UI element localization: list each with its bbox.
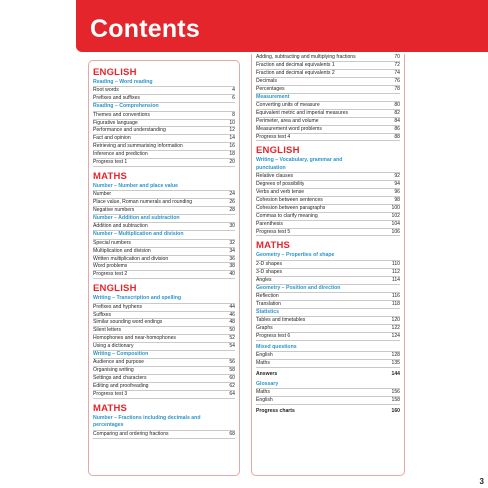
page-ref: 62 <box>229 383 235 390</box>
page-ref: 46 <box>229 311 235 318</box>
contents-row[interactable] <box>256 261 400 269</box>
page-ref: 156 <box>391 389 400 396</box>
contents-row[interactable] <box>256 78 400 86</box>
page-ref: 4 <box>232 87 235 94</box>
contents-row[interactable] <box>256 110 400 118</box>
contents-row[interactable] <box>256 62 400 70</box>
page-ref: 96 <box>394 189 400 196</box>
page-ref: 10 <box>229 119 235 126</box>
contents-row[interactable] <box>93 223 235 231</box>
topic-label: Similar sounding word endings <box>93 319 163 326</box>
progress-charts-row[interactable] <box>256 408 400 415</box>
page-ref: 72 <box>394 61 400 68</box>
page-ref: 116 <box>391 292 400 299</box>
contents-row[interactable] <box>93 127 235 135</box>
page-ref: 144 <box>391 371 400 378</box>
topic-label: 2-D shapes <box>256 260 283 267</box>
topic-label: Special numbers <box>93 239 131 246</box>
topic-label: Progress test 5 <box>256 228 291 235</box>
contents-row[interactable] <box>93 191 235 199</box>
section-heading: Number – Addition and subtraction <box>93 215 235 223</box>
topic-label: Relative clauses <box>256 173 294 180</box>
page-ref: 84 <box>394 117 400 124</box>
contents-row[interactable] <box>256 197 400 205</box>
topic-label: Negative numbers <box>93 207 135 214</box>
page-ref: 48 <box>229 319 235 326</box>
topic-label: Cohesion between paragraphs <box>256 204 326 211</box>
section-heading: Reading – Comprehension <box>93 103 235 111</box>
page-ref: 104 <box>391 220 400 227</box>
contents-row[interactable] <box>256 229 400 237</box>
topic-label: Degrees of possibility <box>256 181 305 188</box>
section-heading: Geometry – Position and direction <box>256 285 400 293</box>
topic-label: Converting units of measure <box>256 101 320 108</box>
contents-row[interactable] <box>93 240 235 248</box>
contents-row[interactable] <box>256 352 400 360</box>
page-ref: 100 <box>391 204 400 211</box>
section-heading: Number – Multiplication and division <box>93 231 235 239</box>
topic-label: Fraction and decimal equivalents 1 <box>256 61 335 68</box>
topic-label: Editing and proofreading <box>93 383 149 390</box>
topic-label: Commas to clarify meaning <box>256 212 318 219</box>
topic-label: Prefixes and suffixes <box>93 95 140 102</box>
contents-row[interactable] <box>256 213 400 221</box>
page-ref: 112 <box>391 268 400 275</box>
topic-label: Maths <box>256 389 270 396</box>
topic-label: Prefixes and hyphens <box>93 303 142 310</box>
topic-label: Multiplication and division <box>93 247 151 254</box>
topic-label: Comparing and ordering fractions <box>93 430 169 437</box>
contents-row[interactable] <box>93 343 235 351</box>
contents-row[interactable] <box>256 389 400 397</box>
page-ref: 40 <box>229 271 235 278</box>
page-ref: 58 <box>229 367 235 374</box>
section-heading: Number – Number and place value <box>93 183 235 191</box>
contents-row[interactable] <box>256 189 400 197</box>
contents-column-left <box>88 60 240 476</box>
contents-column-right <box>251 54 405 476</box>
page-ref: 124 <box>391 333 400 339</box>
page-ref: 76 <box>394 77 400 84</box>
page-ref: 44 <box>229 303 235 310</box>
page-ref: 120 <box>391 317 400 324</box>
subject-heading: ENGLISH <box>93 283 137 295</box>
topic-label: Progress charts <box>256 408 295 415</box>
page-ref: 88 <box>394 133 400 140</box>
page-ref: 18 <box>229 151 235 158</box>
topic-label: Reflection <box>256 292 279 299</box>
topic-label: Organising writing <box>93 367 134 374</box>
contents-row[interactable] <box>93 135 235 143</box>
topic-label: Homophones and near-homophones <box>93 335 176 342</box>
section-heading: Writing – Transcription and spelling <box>93 295 235 303</box>
page-number: 3 <box>479 477 484 486</box>
contents-row[interactable] <box>93 151 235 159</box>
page-ref: 6 <box>232 95 235 102</box>
page-ref: 16 <box>229 143 235 150</box>
contents-row[interactable] <box>93 112 235 120</box>
contents-row[interactable] <box>93 375 235 383</box>
page-ref: 118 <box>391 300 400 307</box>
contents-row[interactable] <box>93 263 235 271</box>
topic-label: Place value, Roman numerals and rounding <box>93 199 193 206</box>
page-ref: 38 <box>229 263 235 270</box>
page-ref: 160 <box>391 408 400 415</box>
topic-label: Audience and purpose <box>93 359 144 366</box>
topic-label: Angles <box>256 276 272 283</box>
topic-label: Themes and conventions <box>93 111 150 118</box>
page-ref: 32 <box>229 239 235 246</box>
section-heading: Geometry – Properties of shape <box>256 252 400 260</box>
topic-label: English <box>256 352 273 359</box>
page-ref: 94 <box>394 181 400 188</box>
page-ref: 102 <box>391 212 400 219</box>
contents-row[interactable] <box>93 143 235 151</box>
contents-row[interactable] <box>93 383 235 391</box>
section-heading: Reading – Word reading <box>93 79 235 87</box>
topic-label: Adding, subtracting and multiplying fractions <box>256 54 356 60</box>
subject-heading: MATHS <box>256 240 291 252</box>
contents-row[interactable] <box>93 256 235 264</box>
page-ref: 52 <box>229 335 235 342</box>
section-heading-continued: percentages <box>93 422 235 430</box>
page-ref: 8 <box>232 111 235 118</box>
contents-row[interactable] <box>256 301 400 309</box>
contents-row[interactable] <box>256 221 400 229</box>
contents-row[interactable] <box>93 335 235 343</box>
page-ref: 34 <box>229 247 235 254</box>
topic-label: Figurative language <box>93 119 138 126</box>
topic-label: Addition and subtraction <box>93 223 148 230</box>
contents-row[interactable] <box>93 391 235 399</box>
contents-row[interactable] <box>256 54 400 62</box>
page-ref: 110 <box>391 260 400 267</box>
contents-row[interactable] <box>93 248 235 256</box>
contents-row[interactable] <box>93 159 235 167</box>
contents-row[interactable] <box>256 126 400 134</box>
subject-heading: MATHS <box>93 170 128 182</box>
contents-row[interactable] <box>256 293 400 301</box>
page-ref: 68 <box>229 430 235 437</box>
contents-row[interactable] <box>93 312 235 320</box>
topic-label: Answers <box>256 371 278 378</box>
page-ref: 12 <box>229 127 235 134</box>
section-heading: Writing – Vocabulary, grammar and <box>256 157 343 164</box>
page-ref: 82 <box>394 109 400 116</box>
page-ref: 98 <box>394 196 400 203</box>
topic-label: Fact and opinion <box>93 135 131 142</box>
contents-row[interactable] <box>256 317 400 325</box>
page-ref: 78 <box>394 85 400 92</box>
page-ref: 26 <box>229 199 235 206</box>
contents-row[interactable] <box>93 359 235 367</box>
page-ref: 60 <box>229 375 235 382</box>
subject-heading: MATHS <box>93 403 128 415</box>
page-ref: 158 <box>391 397 400 404</box>
topic-label: Percentages <box>256 85 285 92</box>
topic-label: Parenthesis <box>256 220 283 227</box>
page-ref: 122 <box>391 325 400 332</box>
contents-row[interactable] <box>93 271 235 279</box>
page-ref: 64 <box>229 391 235 398</box>
topic-label: Suffixes <box>93 311 112 318</box>
section-heading: Statistics <box>256 309 400 317</box>
topic-label: Performance and understanding <box>93 127 166 134</box>
topic-label: Progress test 2 <box>93 271 128 278</box>
topic-label: Inference and prediction <box>93 151 148 158</box>
page-ref: 56 <box>229 359 235 366</box>
topic-label: 3-D shapes <box>256 268 283 275</box>
topic-label: Written multiplication and division <box>93 255 169 262</box>
contents-row[interactable] <box>93 304 235 312</box>
topic-label: Silent letters <box>93 327 122 334</box>
page-title: Contents <box>90 15 200 43</box>
contents-row[interactable] <box>93 367 235 375</box>
page-ref: 50 <box>229 327 235 334</box>
subject-heading: ENGLISH <box>256 145 300 157</box>
contents-row[interactable] <box>256 102 400 110</box>
contents-row[interactable] <box>256 269 400 277</box>
section-heading-continued: punctuation <box>256 165 400 173</box>
contents-row[interactable] <box>256 181 400 189</box>
topic-label: Graphs <box>256 325 273 332</box>
page-ref: 106 <box>391 228 400 235</box>
answers-row[interactable] <box>256 371 400 378</box>
topic-label: Fraction and decimal equivalents 2 <box>256 69 335 76</box>
topic-label: Translation <box>256 300 282 307</box>
page-ref: 74 <box>394 69 400 76</box>
contents-row[interactable] <box>256 325 400 333</box>
page-ref: 128 <box>391 352 400 359</box>
contents-row[interactable] <box>93 199 235 207</box>
topic-label: Retrieving and summarising information <box>93 143 183 150</box>
contents-row[interactable] <box>93 327 235 335</box>
topic-label: Measurement word problems <box>256 125 322 132</box>
topic-label: Tables and timetables <box>256 317 306 324</box>
section-heading: Mixed questions <box>256 344 400 352</box>
page-ref: 30 <box>229 223 235 230</box>
contents-row[interactable] <box>93 120 235 128</box>
topic-label: Equivalent metric and imperial measures <box>256 109 349 116</box>
page-ref: 24 <box>229 191 235 198</box>
page-ref: 135 <box>391 360 400 367</box>
topic-label: Cohesion between sentences <box>256 196 323 203</box>
section-heading: Glossary <box>256 381 400 389</box>
page-ref: 92 <box>394 173 400 180</box>
topic-label: Maths <box>256 360 270 367</box>
page-ref: 14 <box>229 135 235 142</box>
topic-label: Progress test 1 <box>93 159 128 166</box>
page-ref: 114 <box>391 276 400 283</box>
topic-label: Perimeter, area and volume <box>256 117 319 124</box>
contents-row[interactable] <box>256 333 400 341</box>
topic-label: Decimals <box>256 77 277 84</box>
page-ref: 54 <box>229 343 235 350</box>
topic-label: Number <box>93 191 112 198</box>
topic-label: Root words <box>93 87 119 94</box>
page-ref: 70 <box>394 54 400 60</box>
topic-label: English <box>256 397 273 404</box>
topic-label: Verbs and verb tense <box>256 189 305 196</box>
topic-label: Using a dictionary <box>93 343 134 350</box>
contents-row[interactable] <box>256 86 400 94</box>
contents-row[interactable] <box>256 205 400 213</box>
contents-row[interactable] <box>93 319 235 327</box>
contents-row[interactable] <box>256 173 400 181</box>
section-heading: Writing – Composition <box>93 351 235 359</box>
contents-row[interactable] <box>93 87 235 95</box>
topic-label: Settings and characters <box>93 375 147 382</box>
contents-row[interactable] <box>256 397 400 405</box>
topic-label: Progress test 6 <box>256 333 291 339</box>
page-ref: 28 <box>229 207 235 214</box>
contents-row[interactable] <box>93 431 235 439</box>
page-ref: 36 <box>229 255 235 262</box>
contents-row[interactable] <box>256 118 400 126</box>
page-ref: 86 <box>394 125 400 132</box>
section-heading: Measurement <box>256 94 400 102</box>
topic-label: Progress test 4 <box>256 133 291 140</box>
topic-label: Word problems <box>93 263 128 270</box>
page-ref: 20 <box>229 159 235 166</box>
section-heading: Number – Fractions including decimals and <box>93 415 201 422</box>
contents-row[interactable] <box>256 70 400 78</box>
contents-row[interactable] <box>256 360 400 368</box>
contents-row[interactable] <box>93 207 235 215</box>
topic-label: Progress test 3 <box>93 391 128 398</box>
subject-heading: ENGLISH <box>93 67 137 78</box>
page-ref: 80 <box>394 101 400 108</box>
contents-row[interactable] <box>256 134 400 142</box>
contents-row[interactable] <box>256 277 400 285</box>
contents-row[interactable] <box>93 95 235 103</box>
